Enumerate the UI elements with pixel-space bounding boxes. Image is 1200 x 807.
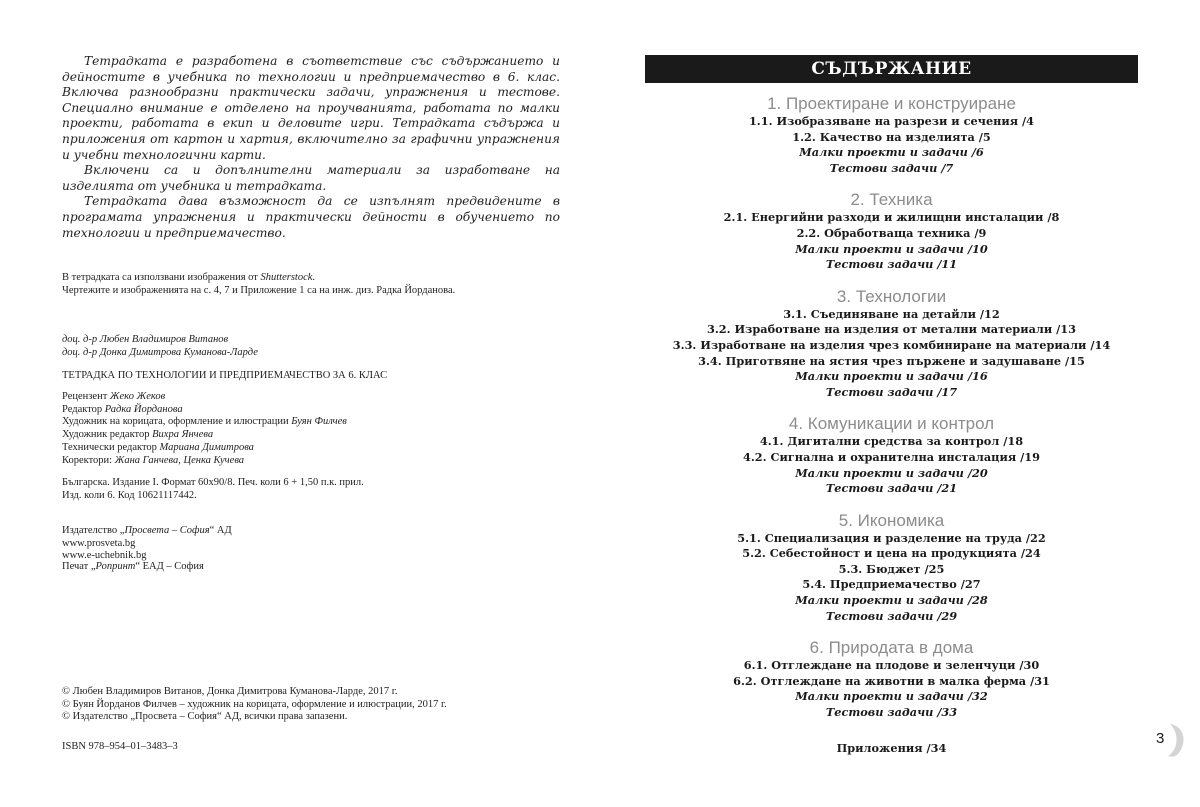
page-curl-icon: [1148, 722, 1188, 758]
image-source: Shutterstock: [260, 272, 313, 283]
copyright-line: © Буян Йорданов Филчев – художник на корицата, оформление и илюстрации, 2017 г.: [62, 698, 447, 710]
table-of-contents: [645, 94, 1138, 735]
toc-section-title: 5. Икономика: [838, 510, 945, 530]
toc-section-title: 2. Техника: [850, 190, 933, 210]
authors: [62, 334, 562, 359]
toc-item: 5.4. Предприемачество /27: [802, 577, 981, 592]
toc-item: 5.2. Себестойност и цена на продукцията /24: [742, 546, 1041, 561]
book-title: ТЕТРАДКА ПО ТЕХНОЛОГИИ И ПРЕДПРИЕМАЧЕСТВО ЗА 6. КЛАС: [62, 370, 388, 381]
intro-text: [62, 54, 560, 241]
toc-item: Малки проекти и задачи /16: [795, 369, 988, 384]
copyright-line: © Любен Владимиров Витанов, Донка Димитрова Куманова-Ларде, 2017 г.: [62, 686, 398, 697]
toc-item: 3.3. Изработване на изделия чрез комбиниране на материали /14: [672, 337, 1111, 352]
edition-line: Българска. Издание I. Формат 60x90/8. Печ. коли 6 + 1,50 п.к. прил.: [62, 477, 364, 488]
publisher-website: www.prosveta.bg: [62, 537, 136, 549]
staff-line: Редактор Радка Йорданова: [62, 403, 183, 415]
toc-item: 5.3. Бюджет /25: [838, 561, 945, 576]
publisher-info: [62, 525, 562, 563]
toc-item: 3.2. Изработване на изделия от метални материали /13: [706, 322, 1077, 337]
toc-item: 6.1. Отглеждане на плодове и зеленчуци /30: [743, 658, 1040, 673]
toc-appendix: [645, 741, 1138, 757]
image-credits-line: Чертежите и изображенията на с. 4, 7 и Приложение 1 са на инж. диз. Радка Йорданова.: [62, 284, 456, 296]
edition-info: [62, 477, 562, 502]
printer-info: Печат „Ропринт“ ЕАД – София: [62, 561, 204, 572]
intro-paragraph: Включени са и допълнителни материали за изработване на изделията от учебника и тетрадката.: [62, 163, 560, 193]
staff-line: Рецензент Жеко Жеков: [62, 391, 166, 402]
toc-section-title: 4. Комуникации и контрол: [788, 414, 995, 434]
image-credits: [62, 272, 562, 297]
edition-line: Изд. коли 6. Код 10621117442.: [62, 489, 197, 501]
toc-title: СЪДЪРЖАНИЕ: [811, 59, 972, 79]
toc-item: 4.2. Сигнална и охранителна инсталация /19: [743, 449, 1040, 464]
toc-item: 4.1. Дигитални средства за контрол /18: [759, 434, 1024, 449]
toc-item: Малки проекти и задачи /10: [795, 241, 988, 256]
toc-item-appendix: Приложения /34: [836, 741, 947, 755]
staff-list: [62, 391, 562, 467]
intro-paragraph: Тетрадката е разработена в съответствие със съдържанието и дейностите в учебника по технологии и предприемачество в 6. клас. Включва разнообразни практически задачи, упражнения и тестове. Специално внимание е отделено на проучванията, работата по малки проекти, работата в екип и деловите игри. Тетрадката съдържа и приложения от картон и хартия, включително за графични упражнения и учебни технологични карти.: [62, 54, 560, 162]
author: доц. д-р Донка Димитрова Куманова-Ларде: [62, 346, 258, 358]
copyright-line: © Издателство „Просвета – София“ АД, всички права запазени.: [62, 711, 348, 723]
intro-paragraph: Тетрадката дава възможност да се изпълнят предвидените в програмата упражнения и практически дейности в обучението по технологии и предприемачество.: [62, 194, 560, 240]
toc-item: Малки проекти и задачи /6: [799, 145, 984, 160]
toc-item: Тестови задачи /29: [825, 608, 958, 623]
toc-section: [645, 511, 1138, 625]
isbn: ISBN 978–954–01–3483–3: [62, 741, 178, 752]
staff-line: Коректори: Жана Ганчева, Ценка Кучева: [62, 454, 245, 466]
toc-item: Малки проекти и задачи /28: [795, 593, 988, 608]
staff-line: Художник редактор Вихра Янчева: [62, 429, 214, 441]
toc-item: Тестови задачи /11: [825, 257, 958, 272]
toc-item: Малки проекти и задачи /32: [795, 689, 988, 704]
publisher-name: Издателство „Просвета – София“ АД: [62, 525, 232, 536]
toc-item: 3.4. Приготвяне на ястия чрез пържене и задушаване /15: [698, 353, 1085, 368]
copyright: [62, 686, 562, 724]
toc-item: 2.2. Обработваща техника /9: [796, 225, 987, 240]
toc-item: Тестови задачи /7: [829, 160, 954, 175]
toc-section: [645, 638, 1138, 720]
page-number: [1148, 722, 1188, 758]
staff-line: Технически редактор Мариана Димитрова: [62, 441, 254, 453]
toc-section: [645, 414, 1138, 496]
toc-section: [645, 94, 1138, 176]
staff-line: Художник на корицата, оформление и илюстрации Буян Филчев: [62, 416, 347, 428]
publisher-website: www.e-uchebnik.bg: [62, 550, 147, 562]
toc-item: 1.2. Качество на изделията /5: [792, 129, 991, 144]
toc-header: [645, 55, 1138, 83]
toc-item: Тестови задачи /17: [825, 384, 958, 399]
toc-item: Малки проекти и задачи /20: [795, 465, 988, 480]
toc-section-title: 6. Природата в дома: [809, 638, 974, 658]
toc-item: 1.1. Изобразяване на разрези и сечения /4: [748, 114, 1035, 128]
toc-section: [645, 190, 1138, 272]
toc-section-title: 1. Проектиране и конструиране: [767, 94, 1016, 113]
toc-item: 6.2. Отглеждане на животни в малка ферма /31: [733, 673, 1050, 688]
toc-item: Тестови задачи /33: [825, 705, 958, 720]
toc-section-title: 3. Технологии: [836, 286, 947, 306]
page-number-digit: 3: [1156, 730, 1165, 747]
toc-item: Тестови задачи /21: [825, 481, 958, 496]
author: доц. д-р Любен Владимиров Витанов: [62, 334, 229, 345]
image-credits-line: В тетрадката са използвани изображения от Shutterstock.: [62, 272, 316, 283]
toc-item: 2.1. Енергийни разходи и жилищни инсталации /8: [723, 210, 1060, 225]
toc-section: [645, 287, 1138, 401]
toc-item: 3.1. Съединяване на детайли /12: [783, 306, 1000, 321]
toc-item: 5.1. Специализация и разделение на труда /22: [737, 530, 1046, 545]
